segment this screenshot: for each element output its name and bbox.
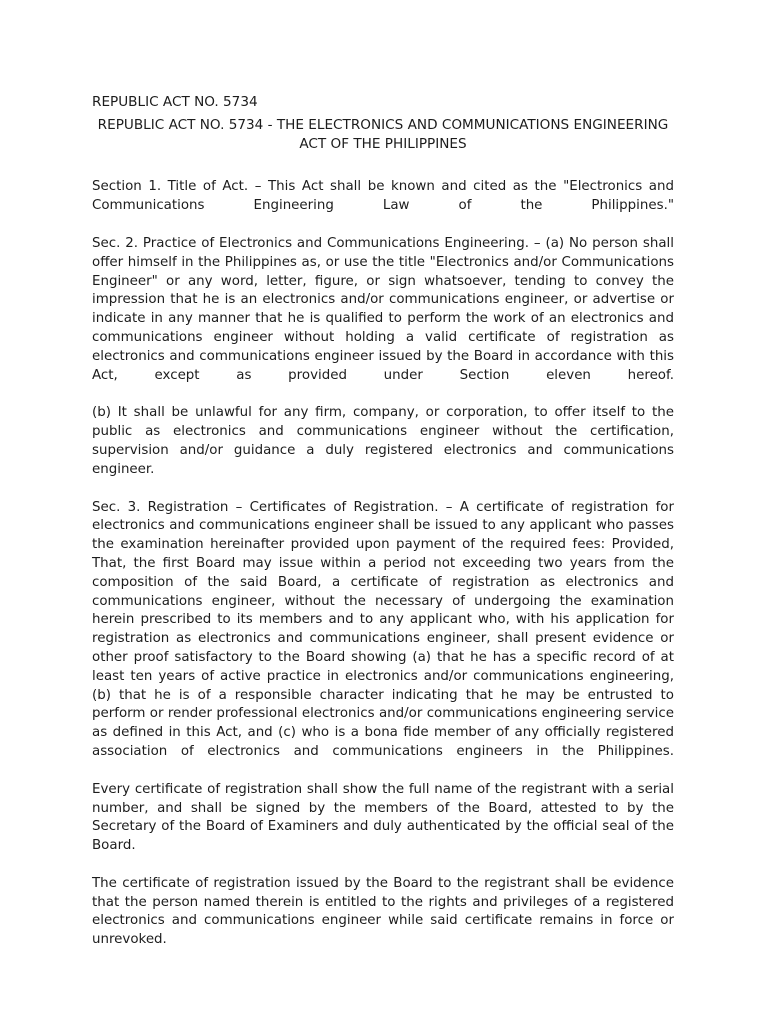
- paragraph-section-3: Sec. 3. Registration – Certificates of Registration. – A certificate of registration for electronics and communications engineer shall be issued to any applicant who passes the examination hereinafter provided upon payment of the required fees: Provided, That, the first Board may issue within a period not exceeding two years from the composition of the said Board, a certificate of registration as electronics and communications engineer, without the necessary of undergoing the examination herein prescribed to its members and to any applicant who, with his application for registration as electronics and communications engineer, shall present evidence or other proof satisfactory to the Board showing (a) that he has a specific record of at least ten years of active practice in electronics and/or communications engineering, (b) that he is of a responsible character indicating that he may be entrusted to perform or render professional electronics and/or communications engineering service as defined in this Act, and (c) who is a bona fide member of any officially registered association of electronics and communications engineers in the Philippines.: [92, 499, 674, 759]
- paragraph-certificate-contents: Every certificate of registration shall show the full name of the registrant with a serial number, and shall be signed by the members of the Board, attested to by the Secretary of the Board of Examiners and duly authenticated by the official seal of the Board.: [92, 781, 674, 854]
- paragraph-section-1: Section 1. Title of Act. – This Act shall be known and cited as the "Electronics and Communications Engineering Law of the Philippines.": [92, 179, 674, 214]
- document-title: REPUBLIC ACT NO. 5734 - THE ELECTRONICS AND COMMUNICATIONS ENGINEERING ACT OF THE PHILIPPINES: [97, 116, 669, 152]
- paragraph-certificate-evidence: The certificate of registration issued by the Board to the registrant shall be evidence that the person named therein is entitled to the rights and privileges of a registered electronics and communications engineer while said certificate remains in force or unrevoked.: [92, 875, 674, 948]
- paragraph-section-2b: (b) It shall be unlawful for any firm, company, or corporation, to offer itself to the public as electronics and communications engineer without the certification, supervision and/or guidance a duly registered electronics and communications engineer.: [92, 405, 674, 477]
- document-page: [92, 93, 674, 969]
- paragraph-section-2a: Sec. 2. Practice of Electronics and Communications Engineering. – (a) No person shall offer himself in the Philippines as, or use the title "Electronics and/or Communications Engineer" or any word, letter, figure, or sign whatsoever, tending to convey the impression that he is an electronics and/or communications engineer, or advertise or indicate in any manner that he is qualified to perform the work of an electronics and communications engineer without holding a valid certificate of registration as electronics and communications engineer issued by the Board in accordance with this Act, except as provided under Section eleven hereof.: [92, 235, 674, 383]
- document-label: REPUBLIC ACT NO. 5734: [92, 94, 258, 110]
